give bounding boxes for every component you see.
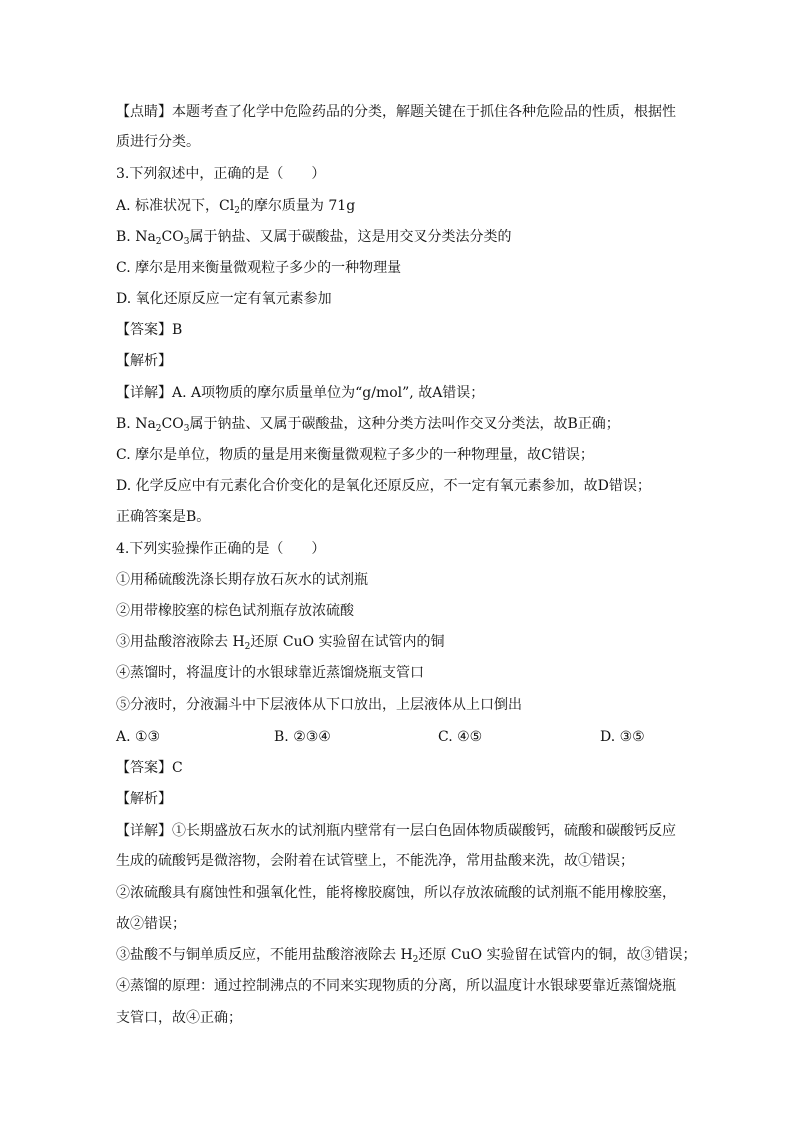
question-4-option-d: D. ③⑤ [600, 729, 645, 745]
tip-paragraph-line-2: 质进行分类。 [116, 134, 200, 150]
subscript: 2 [155, 237, 162, 247]
subscript: 2 [412, 955, 419, 965]
tip-paragraph-line-1: 【点睛】本题考查了化学中危险药品的分类，解题关键在于抓住各种危险品的性质，根据性 [116, 104, 676, 120]
text-run: 的摩尔质量为 71g [239, 198, 356, 214]
question-3-option-b [116, 229, 676, 245]
subscript: 2 [244, 642, 251, 652]
question-4-item-3 [116, 634, 676, 650]
question-3-option-c: C. 摩尔是用来衡量微观粒子多少的一种物理量 [116, 260, 402, 276]
question-3-conclusion: 正确答案是B。 [116, 509, 211, 525]
question-4-detail-line-7: 支管口，故④正确； [116, 1010, 242, 1026]
question-4-item-1: ①用稀硫酸洗涤长期存放石灰水的试剂瓶 [116, 572, 368, 588]
question-4-detail-line-4: 故②错误； [116, 916, 186, 932]
text-run: B. Na [116, 229, 156, 245]
question-4-detail-line-5 [116, 947, 697, 965]
subscript: 2 [155, 424, 162, 434]
text-run: B. Na [116, 416, 156, 432]
subscript: 2 [234, 206, 240, 216]
question-4-detail-line-2: 生成的硫酸钙是微溶物，会附着在试管壁上，不能洗净，常用盐酸来洗，故①错误； [116, 853, 634, 869]
subscript: 3 [183, 424, 190, 434]
question-3-analysis-heading: 【解析】 [116, 353, 172, 369]
text-run: CO [161, 416, 184, 432]
question-4-stem: 4.下列实验操作正确的是（ ） [116, 541, 326, 557]
question-4-detail-line-6: ④蒸馏的原理：通过控制沸点的不同来实现物质的分离，所以温度计水银球要靠近蒸馏烧瓶 [116, 978, 676, 994]
subscript: 3 [183, 237, 190, 247]
question-4-detail-line-1: 【详解】①长期盛放石灰水的试剂瓶内壁常有一层白色固体物质碳酸钙，硫酸和碳酸钙反应 [116, 823, 676, 839]
question-3-detail-b [116, 416, 676, 432]
question-3-detail-d: D. 化学反应中有元素化合价变化的是氧化还原反应，不一定有氧元素参加，故D错误； [116, 478, 651, 494]
text-run: ③用盐酸溶液除去 H [116, 634, 245, 650]
question-3-option-a [116, 198, 676, 214]
text-run: 还原 CuO 实验留在试管内的铜，故③错误； [418, 947, 697, 963]
question-4-option-a: A. ①③ [116, 729, 161, 745]
question-4-answer: 【答案】C [116, 760, 183, 776]
text-run: CO [161, 229, 184, 245]
question-4-detail-line-3: ②浓硫酸具有腐蚀性和强氧化性，能将橡胶腐蚀，所以存放浓硫酸的试剂瓶不能用橡胶塞， [116, 885, 676, 901]
question-4-option-c: C. ④⑤ [438, 729, 483, 745]
question-3-option-d: D. 氧化还原反应一定有氧元素参加 [116, 291, 332, 307]
text-run: ③盐酸不与铜单质反应，不能用盐酸溶液除去 H [116, 947, 413, 963]
question-4-option-b: B. ②③④ [274, 729, 331, 745]
text-run: 还原 CuO 实验留在试管内的铜 [250, 634, 445, 650]
text-run: 属于钠盐、又属于碳酸盐，这种分类方法叫作交叉分类法，故B正确； [189, 416, 620, 432]
question-3-detail-c: C. 摩尔是单位，物质的量是用来衡量微观粒子多少的一种物理量，故C错误； [116, 447, 594, 463]
question-3-stem: 3.下列叙述中，正确的是（ ） [116, 166, 326, 182]
question-3-answer: 【答案】B [116, 322, 183, 338]
text-run: A. 标准状况下，Cl [116, 198, 235, 214]
text-run: 属于钠盐、又属于碳酸盐，这是用交叉分类法分类的 [189, 229, 512, 245]
question-4-item-5: ⑤分液时，分液漏斗中下层液体从下口放出，上层液体从上口倒出 [116, 697, 522, 713]
question-3-detail-a: 【详解】A. A项物质的摩尔质量单位为“g/mol”, 故A错误； [116, 385, 485, 401]
question-4-item-2: ②用带橡胶塞的棕色试剂瓶存放浓硫酸 [116, 603, 354, 619]
question-4-item-4: ④蒸馏时，将温度计的水银球靠近蒸馏烧瓶支管口 [116, 665, 424, 681]
question-4-analysis-heading: 【解析】 [116, 791, 172, 807]
